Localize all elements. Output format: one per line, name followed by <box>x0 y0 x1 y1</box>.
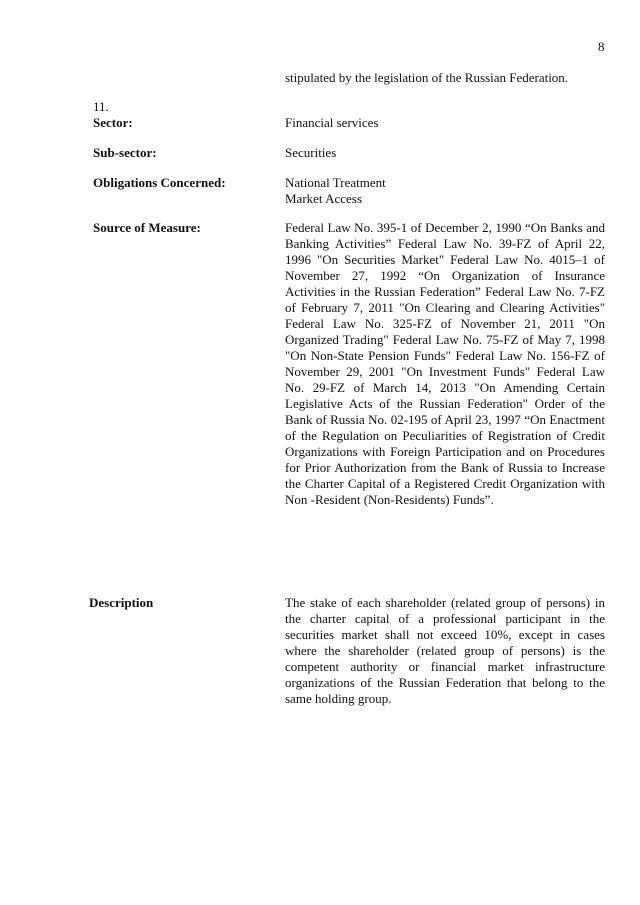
page-number: 8 <box>598 39 605 54</box>
obligations-label: Obligations Concerned: <box>93 175 226 190</box>
sub-sector-value: Securities <box>285 145 337 160</box>
obligation-national-treatment: National Treatment <box>285 175 386 190</box>
description-label: Description <box>89 595 154 610</box>
sector-value: Financial services <box>285 115 379 130</box>
entry-number: 11. <box>93 99 109 114</box>
source-of-measure-label: Source of Measure: <box>93 220 201 235</box>
sector-label: Sector: <box>93 115 133 130</box>
obligation-market-access: Market Access <box>285 191 362 206</box>
sub-sector-label: Sub-sector: <box>93 145 157 160</box>
source-of-measure-text: Federal Law No. 395-1 of December 2, 1990 “On Banks and Banking Activities” Federal Law No. 39-FZ of April 22, 1996 "On Securities Market" Federal Law No. 4015–1 of November 27, 1992 “On Organization of Insurance Activities in the Russian Federation” Federal Law No. 7-FZ of February 7, 2011 "On Clearing and Clearing Activities" Federal Law No. 325-FZ of November 21, 2011 "On Organized Trading" Federal Law No. 75-FZ of May 7, 1998 "On Non-State Pension Funds" Federal Law No. 156-FZ of November 29, 2001 "On Investment Funds" Federal Law No. 29-FZ of March 14, 2013 "On Amending Certain Legislative Acts of the Russian Federation" Order of the Bank of Russia No. 02-195 of April 23, 1997 “On Enactment of the Regulation on Peculiarities of Registration of Credit Organizations with Foreign Participation and on Procedures for Prior Authorization from the Bank of Russia to Increase the Charter Capital of a Registered Credit Organization with Non -Resident (Non-Residents) Funds”. <box>285 220 605 507</box>
continuation-text: stipulated by the legislation of the Russian Federation. <box>285 70 569 85</box>
obligations-value <box>285 175 605 207</box>
description-text: The stake of each shareholder (related group of persons) in the charter capital of a professional participant in the securities market shall not exceed 10%, except in cases where the shareholder (related group of persons) is the competent authority or financial market infrastructure organizations of the Russian Federation that belong to the same holding group. <box>285 595 605 706</box>
